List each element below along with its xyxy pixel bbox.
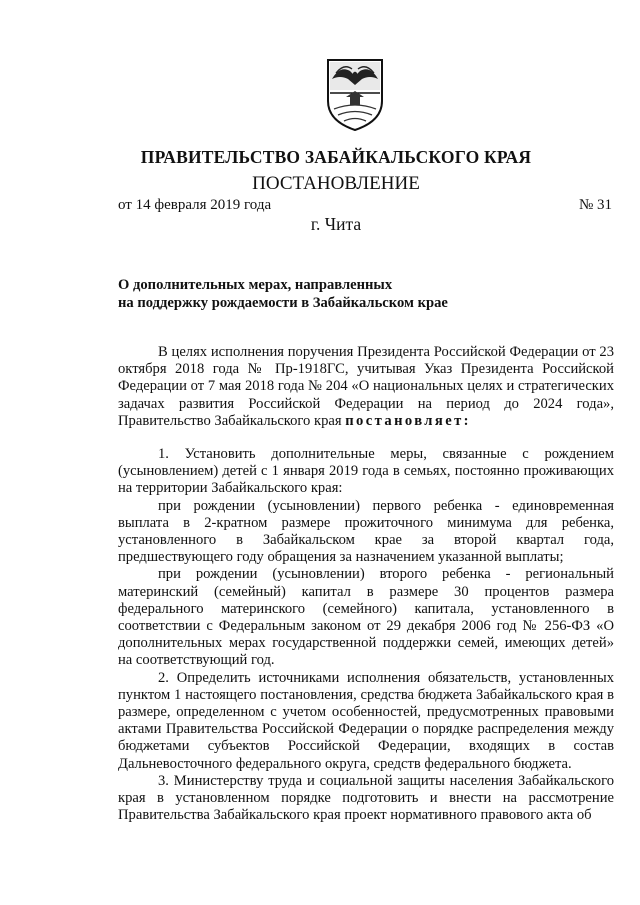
decree-word: постановляет (345, 412, 464, 429)
paragraph-1b: при рождении (усыновлении) второго ребенка - региональный материнский (семейный) капитал в размере 30 процентов размера федерального материнского (семейного) капитала, установленного в соответствии с Федеральным законом от 29 декабря 2006 год № 256-ФЗ «О дополнительных мерах государственной поддержки семей, имеющих детей» на соответствующий год. (118, 566, 614, 669)
document-type: ПОСТАНОВЛЕНИЕ (252, 173, 420, 194)
preamble-paragraph (118, 344, 614, 430)
document-number: № 31 (578, 197, 612, 213)
document-date: от 14 февраля 2019 года (118, 197, 272, 213)
paragraph-1: 1. Установить дополнительные меры, связанные с рождением (усыновлением) детей с 1 января 2019 года в семьях, постоянно проживающих на территории Забайкальского края: (118, 446, 614, 497)
paragraph-2: 2. Определить источниками исполнения обязательств, установленных пунктом 1 настоящего постановления, средства бюджета Забайкальского края в размере, определенном с учетом особенностей, предусмотренных правовыми актами Правительства Российской Федерации о порядке распределения между бюджетами субъектов Российской Федерации, входящих в состав Дальневосточного федерального округа, средств федерального бюджета. (118, 669, 614, 772)
paragraph-1a: при рождении (усыновлении) первого ребенка - единовременная выплата в 2-кратном размере прожиточного минимума для ребенка, установленного в Забайкальском крае за второй квартал года, предшествующего году обращения за назначением указанной выплаты; (118, 497, 614, 566)
subject-line-2: на поддержку рождаемости в Забайкальском крае (118, 295, 448, 311)
subject-line-1: О дополнительных мерах, направленных (118, 277, 393, 293)
decree-colon: : (463, 412, 469, 429)
coat-of-arms-icon (324, 57, 386, 133)
document-city: г. Чита (310, 214, 362, 234)
government-title: ПРАВИТЕЛЬСТВО ЗАБАЙКАЛЬСКОГО КРАЯ (140, 147, 532, 167)
document-subject (118, 276, 538, 312)
paragraph-3: 3. Министерству труда и социальной защиты населения Забайкальского края в установленном порядке подготовить и внести на рассмотрение Правительства Забайкальского края проект нормативного правового акта об (118, 772, 614, 824)
preamble-text: В целях исполнения поручения Президента Российской Федерации от 23 октября 2018 года № Пр-1918ГС, учитывая Указ Президента Российской Федерации от 7 мая 2018 года № 204 «О национальных целях и стратегических задачах развития Российской Федерации на период до 2024 года», Правительство Забайкальского края (118, 344, 614, 429)
document-body (118, 344, 614, 824)
